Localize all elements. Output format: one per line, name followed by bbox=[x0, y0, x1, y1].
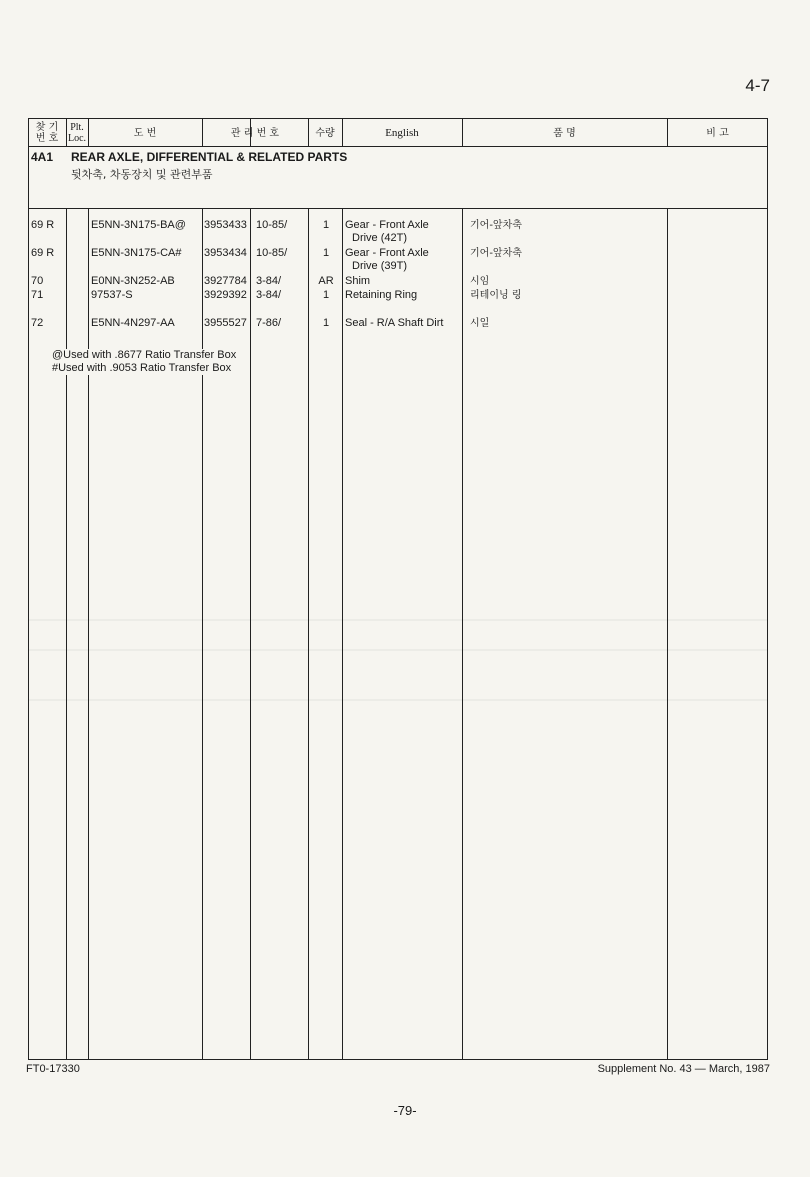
row-qty: AR bbox=[318, 275, 334, 287]
footnote-at: @Used with .8677 Ratio Transfer Box bbox=[52, 349, 237, 361]
row-korean: 시일 bbox=[470, 318, 490, 329]
row-find-no: 69 R bbox=[31, 219, 55, 231]
column-divider bbox=[667, 118, 668, 1060]
column-divider bbox=[250, 118, 251, 1060]
page-number: 4-7 bbox=[745, 76, 770, 95]
supplement-info: Supplement No. 43 — March, 1987 bbox=[597, 1063, 770, 1075]
page-footer-number: -79- bbox=[393, 1103, 417, 1118]
row-date: 7-86/ bbox=[256, 317, 282, 329]
header-english: English bbox=[385, 126, 419, 139]
row-qty: 1 bbox=[322, 247, 330, 259]
row-part-no: E5NN-3N175-CA# bbox=[91, 247, 182, 259]
section-code: 4A1 bbox=[31, 150, 54, 164]
row-english: Retaining Ring bbox=[345, 289, 418, 301]
row-english: Gear - Front Axle bbox=[345, 219, 429, 231]
row-find-no: 69 R bbox=[31, 247, 55, 259]
row-qty: 1 bbox=[322, 289, 330, 301]
header-part-no: 도 번 bbox=[133, 127, 157, 139]
header-find-no bbox=[28, 120, 66, 146]
row-date: 10-85/ bbox=[256, 247, 288, 259]
row-korean: 기어-앞차축 bbox=[470, 248, 522, 259]
row-part-no: E5NN-4N297-AA bbox=[91, 317, 175, 329]
column-divider bbox=[462, 118, 463, 1060]
row-english: Gear - Front Axle bbox=[345, 247, 429, 259]
row-korean: 시임 bbox=[470, 276, 490, 287]
header-qty: 수량 bbox=[315, 127, 335, 139]
row-english-cont: Drive (39T) bbox=[352, 260, 408, 272]
header-plt-loc-line1: Plt. bbox=[70, 122, 84, 133]
document-code: FT0-17330 bbox=[26, 1063, 80, 1075]
header-plt-loc bbox=[66, 120, 88, 146]
row-find-no: 70 bbox=[31, 275, 44, 287]
row-qty: 1 bbox=[322, 317, 330, 329]
header-plt-loc-line2: Loc. bbox=[67, 133, 87, 144]
row-date: 10-85/ bbox=[256, 219, 288, 231]
row-date: 3-84/ bbox=[256, 275, 282, 287]
row-part-no: E5NN-3N175-BA@ bbox=[91, 219, 186, 231]
row-korean: 기어-앞차축 bbox=[470, 220, 522, 231]
header-find-no-line2: 번 호 bbox=[35, 133, 59, 144]
row-find-no: 72 bbox=[31, 317, 44, 329]
row-english-cont: Drive (42T) bbox=[352, 232, 408, 244]
section-divider bbox=[28, 208, 768, 209]
section-title: REAR AXLE, DIFFERENTIAL & RELATED PARTS bbox=[71, 150, 348, 164]
header-remarks: 비 고 bbox=[706, 127, 729, 139]
row-control-no: 3927784 bbox=[204, 275, 247, 287]
header-find-no-line1: 찾 기 bbox=[35, 122, 59, 133]
header-control-no: 관 리 번 호 bbox=[230, 127, 280, 139]
section-title-korean: 뒷차축, 차동장치 및 관련부품 bbox=[71, 168, 213, 181]
column-divider bbox=[202, 118, 203, 1060]
row-english: Shim bbox=[345, 275, 371, 287]
row-korean: 리테이닝 링 bbox=[470, 290, 522, 301]
row-control-no: 3953434 bbox=[204, 247, 247, 259]
row-part-no: E0NN-3N252-AB bbox=[91, 275, 175, 287]
row-date: 3-84/ bbox=[256, 289, 282, 301]
footnote-hash: #Used with .9053 Ratio Transfer Box bbox=[52, 362, 232, 374]
row-control-no: 3955527 bbox=[204, 317, 247, 329]
row-find-no: 71 bbox=[31, 289, 44, 301]
row-control-no: 3929392 bbox=[204, 289, 247, 301]
column-divider bbox=[66, 118, 67, 1060]
row-part-no: 97537-S bbox=[91, 289, 133, 301]
row-english: Seal - R/A Shaft Dirt bbox=[345, 317, 444, 329]
row-qty: 1 bbox=[322, 219, 330, 231]
header-korean-name: 품 명 bbox=[553, 127, 576, 139]
row-control-no: 3953433 bbox=[204, 219, 247, 231]
column-divider bbox=[88, 118, 89, 1060]
